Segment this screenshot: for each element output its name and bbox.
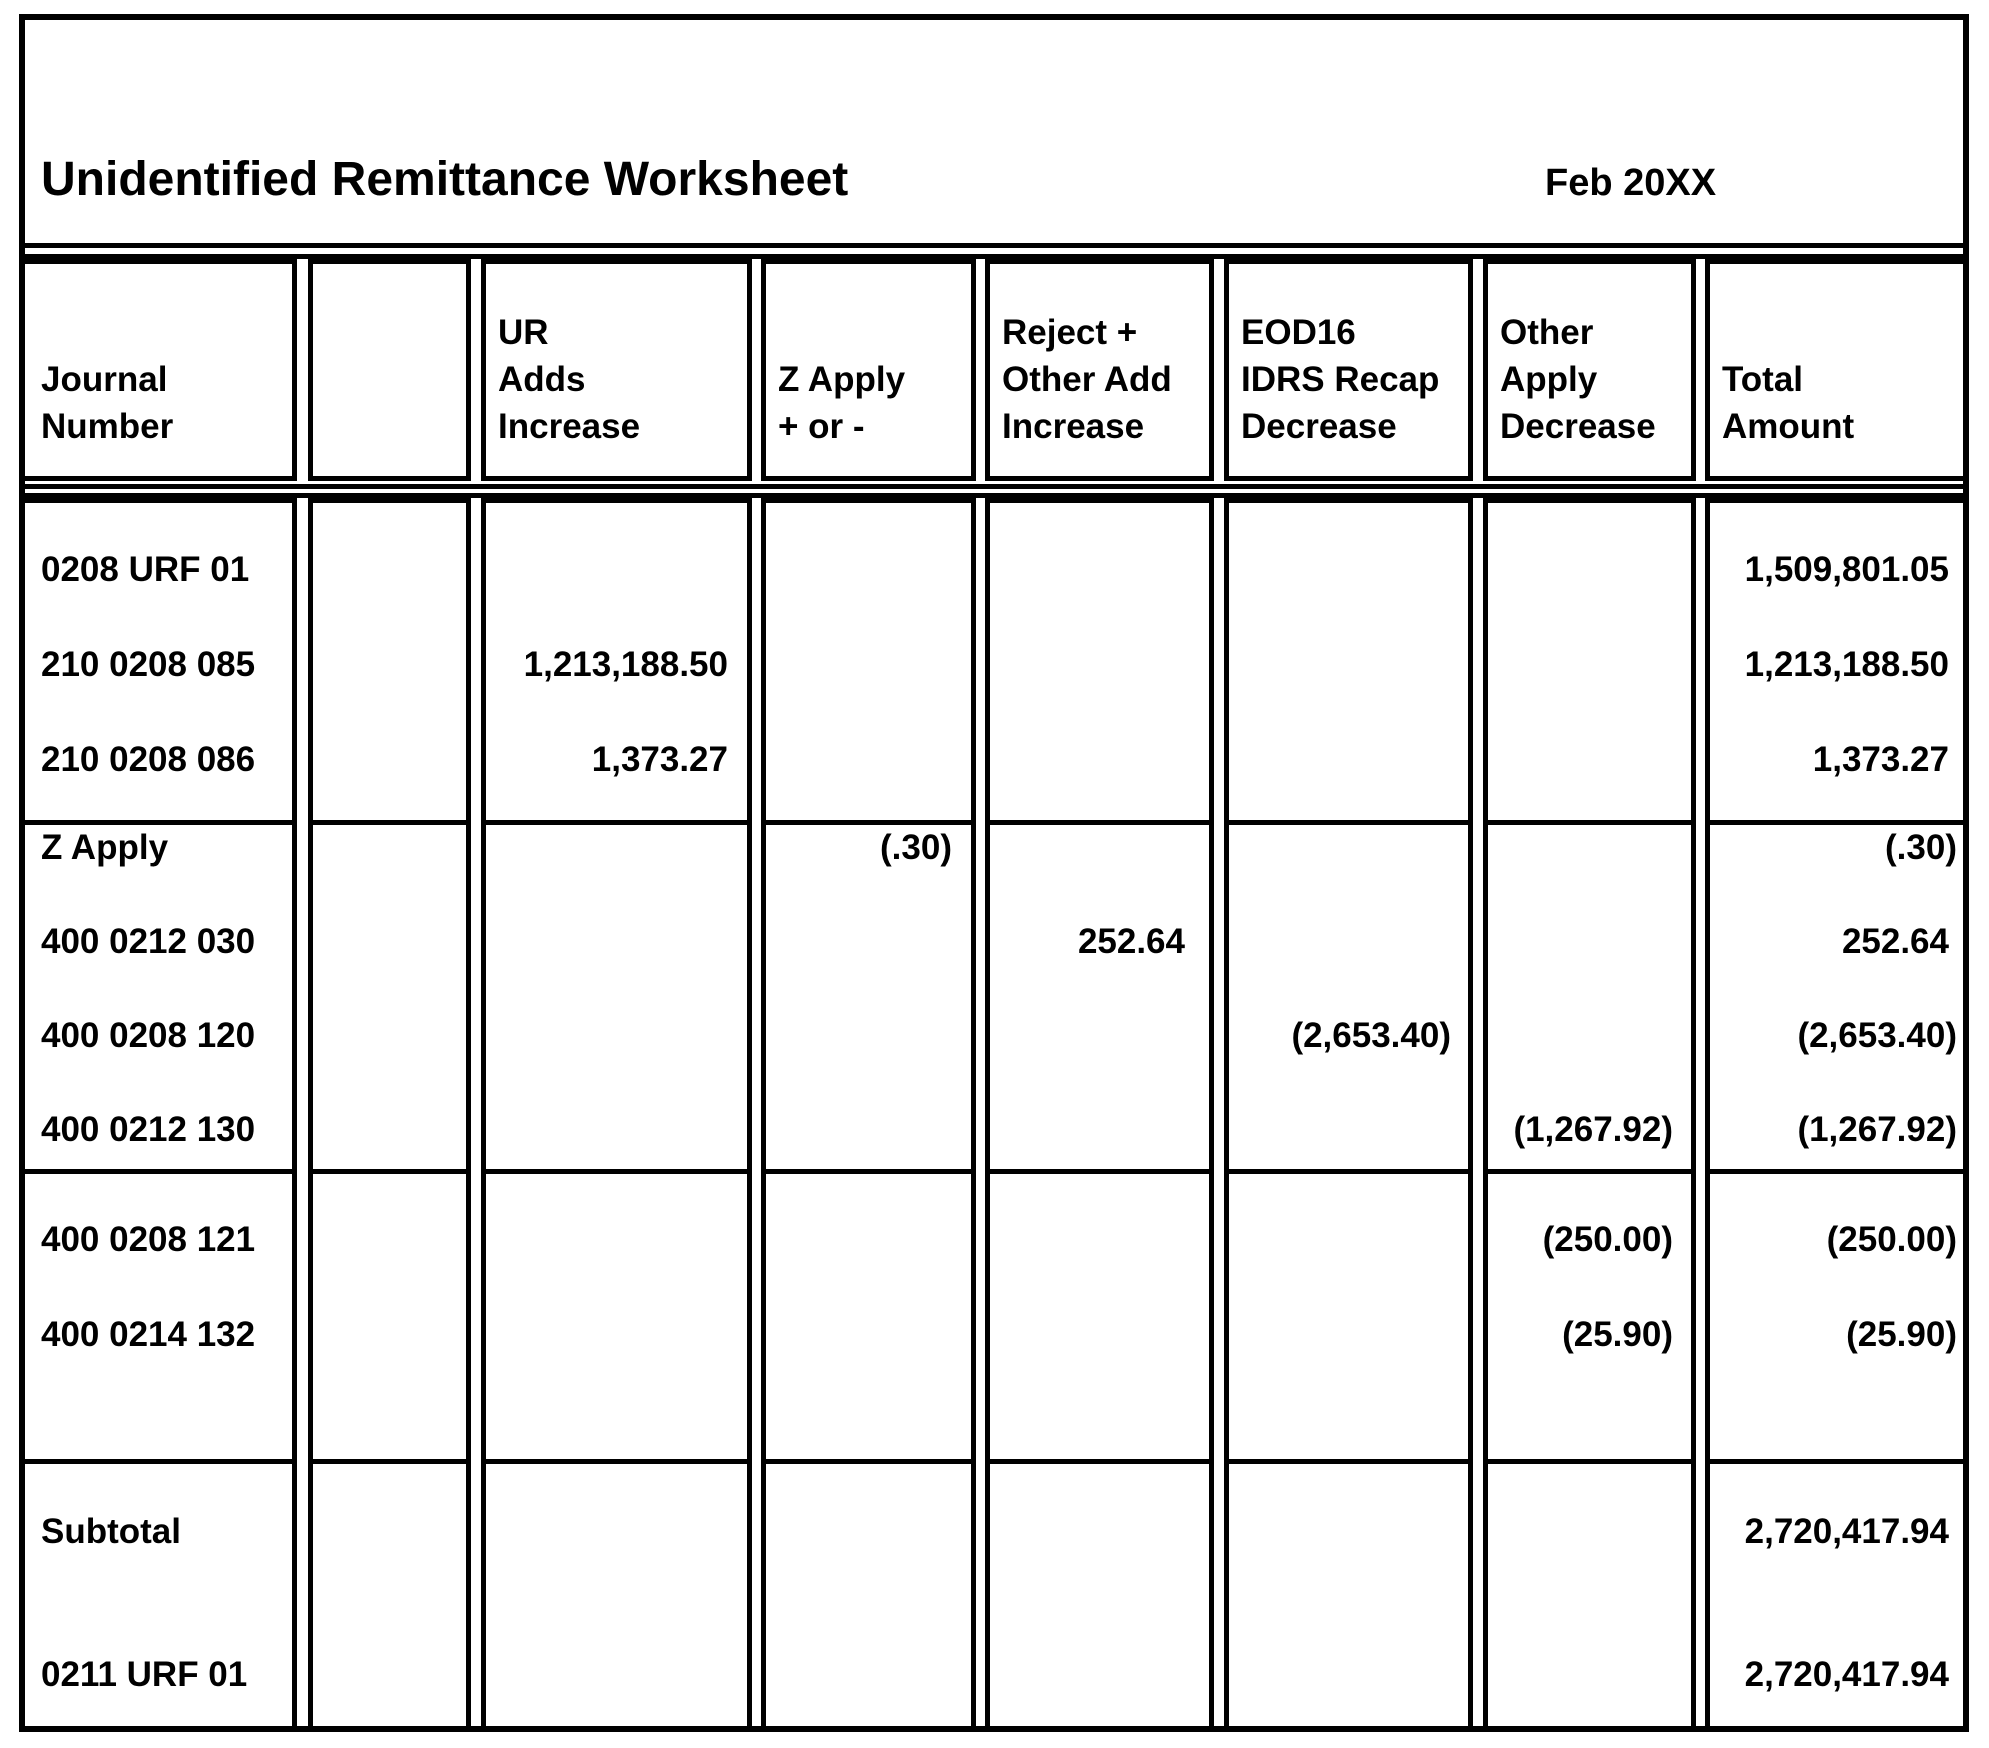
body-cell — [1224, 820, 1473, 1174]
row-ur-adds-value: 1,213,188.50 — [523, 645, 728, 684]
ending-journal-number: 0211 URF 01 — [41, 1655, 248, 1694]
body-cell — [1224, 1169, 1473, 1464]
header-cell-blank — [308, 259, 471, 481]
body-cell — [308, 498, 471, 825]
row-total-amount: 1,213,188.50 — [1744, 645, 1949, 684]
row-journal-number: Z Apply — [41, 828, 169, 867]
row-eod16-value: (2,653.40) — [1291, 1016, 1451, 1055]
row-journal-number: 210 0208 085 — [41, 645, 256, 684]
body-cell — [985, 820, 1214, 1174]
row-total-amount: (25.90) — [1846, 1315, 1957, 1354]
row-journal-number: 210 0208 086 — [41, 740, 256, 779]
subtotal-amount: 2,720,417.94 — [1744, 1512, 1949, 1551]
body-cell — [1483, 1459, 1696, 1732]
body-cell — [308, 1169, 471, 1464]
body-cell — [308, 1459, 471, 1732]
header-divider — [19, 484, 1969, 489]
row-journal-number: 400 0212 030 — [41, 922, 256, 961]
header-journal-number: Journal Number — [41, 360, 174, 446]
row-other-apply-value: (1,267.92) — [1513, 1110, 1673, 1149]
row-total-amount: (.30) — [1885, 828, 1957, 867]
row-other-apply-value: (25.90) — [1562, 1315, 1673, 1354]
row-total-amount: (2,653.40) — [1797, 1016, 1957, 1055]
row-journal-number: 400 0208 121 — [41, 1220, 256, 1259]
worksheet — [19, 14, 1969, 1732]
row-other-apply-value: (250.00) — [1542, 1220, 1673, 1259]
body-cell — [985, 498, 1214, 825]
worksheet-date: Feb 20XX — [1545, 162, 1717, 204]
row-journal-number: 400 0214 132 — [41, 1315, 256, 1354]
header-z-apply: Z Apply + or - — [778, 360, 906, 446]
header-other-apply-decrease: Other Apply Decrease — [1500, 313, 1656, 446]
row-journal-number: 0208 URF 01 — [41, 550, 250, 589]
row-journal-number: 400 0208 120 — [41, 1016, 256, 1055]
body-cell — [481, 820, 752, 1174]
header-ur-adds-increase: UR Adds Increase — [498, 313, 641, 446]
row-ur-adds-value: 1,373.27 — [591, 740, 728, 779]
body-cell — [1483, 498, 1696, 825]
body-cell — [761, 820, 976, 1174]
subtotal-label: Subtotal — [41, 1512, 181, 1551]
body-cell — [1224, 498, 1473, 825]
body-cell — [481, 1459, 752, 1732]
header-total-amount: Total Amount — [1722, 360, 1855, 446]
body-cell — [1224, 1459, 1473, 1732]
body-cell — [481, 1169, 752, 1464]
row-total-amount: (1,267.92) — [1797, 1110, 1957, 1149]
row-z-apply-value: (.30) — [880, 828, 952, 867]
body-cell — [761, 1169, 976, 1464]
ending-total-amount: 2,720,417.94 — [1744, 1655, 1949, 1694]
body-cell — [308, 820, 471, 1174]
body-cell — [761, 498, 976, 825]
worksheet-title: Unidentified Remittance Worksheet — [41, 153, 849, 206]
header-reject-other-add: Reject + Other Add Increase — [1002, 313, 1172, 446]
row-total-amount: (250.00) — [1826, 1220, 1957, 1259]
body-cell — [985, 1169, 1214, 1464]
row-total-amount: 252.64 — [1841, 922, 1949, 961]
body-cell — [985, 1459, 1214, 1732]
row-total-amount: 1,373.27 — [1812, 740, 1949, 779]
title-divider — [19, 243, 1969, 248]
row-total-amount: 1,509,801.05 — [1744, 550, 1949, 589]
row-reject-value: 252.64 — [1077, 922, 1185, 961]
header-eod16-idrs-recap: EOD16 IDRS Recap Decrease — [1241, 313, 1440, 446]
row-journal-number: 400 0212 130 — [41, 1110, 256, 1149]
body-cell — [761, 1459, 976, 1732]
